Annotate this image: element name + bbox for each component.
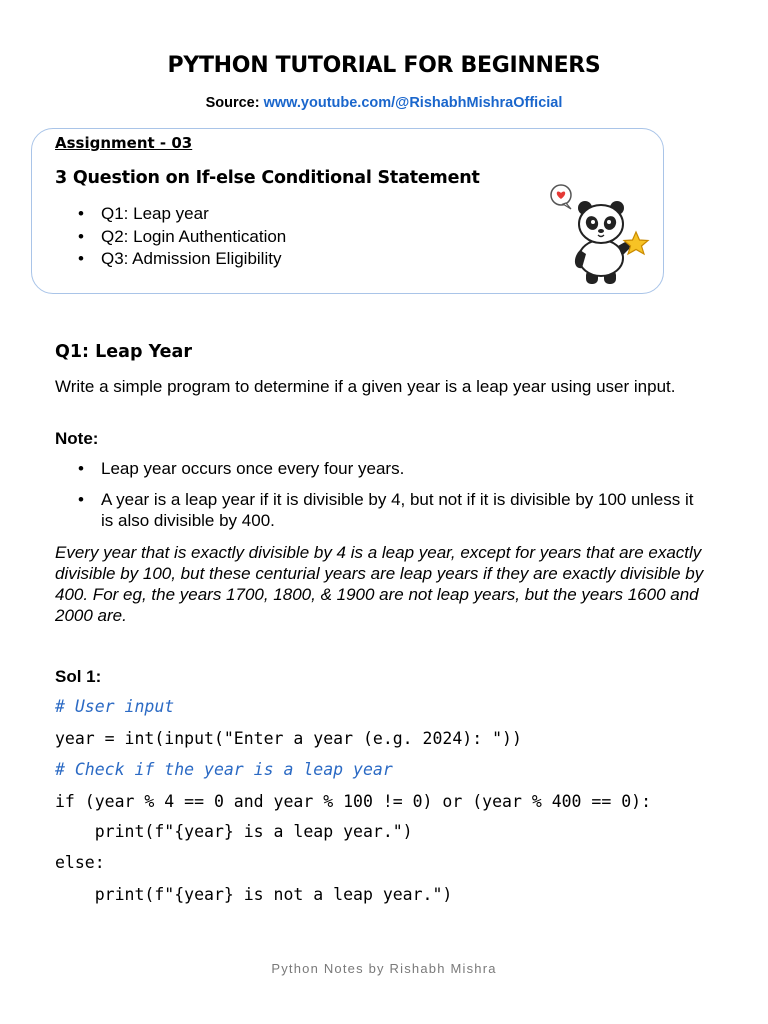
question-list [78,203,286,271]
assignment-label: Assignment - 03 [55,134,193,152]
panda-with-star-icon [544,180,654,290]
list-item: • Leap year occurs once every four years. [78,459,405,478]
bullet-icon: • [78,226,84,246]
list-item: • A year is a leap year if it is divisible by 4, but not if it is divisible by 100 unless it is also divisible by 400. [78,489,694,530]
list-item: • Q3: Admission Eligibility [78,248,286,271]
code-comment: # Check if the year is a leap year [55,760,393,779]
note-list [78,458,698,541]
bullet-icon: • [78,459,84,478]
code-line: year = int(input("Enter a year (e.g. 2024): ")) [55,729,522,748]
question-description: Write a simple program to determine if a given year is a leap year using user input. [55,377,676,396]
source-link[interactable]: www.youtube.com/@RishabhMishraOfficial [263,95,563,111]
bullet-icon: • [78,204,84,223]
solution-label: Sol 1: [55,667,102,686]
code-line: if (year % 4 == 0 and year % 100 != 0) or (year % 400 == 0): [55,792,652,811]
footer-text: Python Notes by Rishabh Mishra [271,961,497,976]
list-item: • Q2: Login Authentication [78,226,286,249]
page-title: PYTHON TUTORIAL FOR BEGINNERS [167,53,601,78]
assignment-heading: 3 Question on If-else Conditional Statement [55,168,480,188]
code-line: print(f"{year} is not a leap year.") [55,885,453,904]
question-heading: Q1: Leap Year [55,342,192,362]
bullet-icon: • [78,249,84,268]
explanation-text: Every year that is exactly divisible by 4 is a leap year, except for years that are exactly divisible by 100, but these centurial years are leap years if they are exactly divisible by 400. For eg, the years 1700, 1800, & 1900 are not leap years, but the years 1600 and 2000 are. [55,543,704,625]
bullet-icon: • [78,489,84,509]
note-label: Note: [55,429,99,448]
source-label: Source: [205,95,264,111]
code-line: print(f"{year} is a leap year.") [55,822,413,841]
list-item: • Q1: Leap year [78,203,286,226]
code-comment: # User input [55,697,175,716]
code-line: else: [55,853,105,872]
source-line [0,95,768,111]
